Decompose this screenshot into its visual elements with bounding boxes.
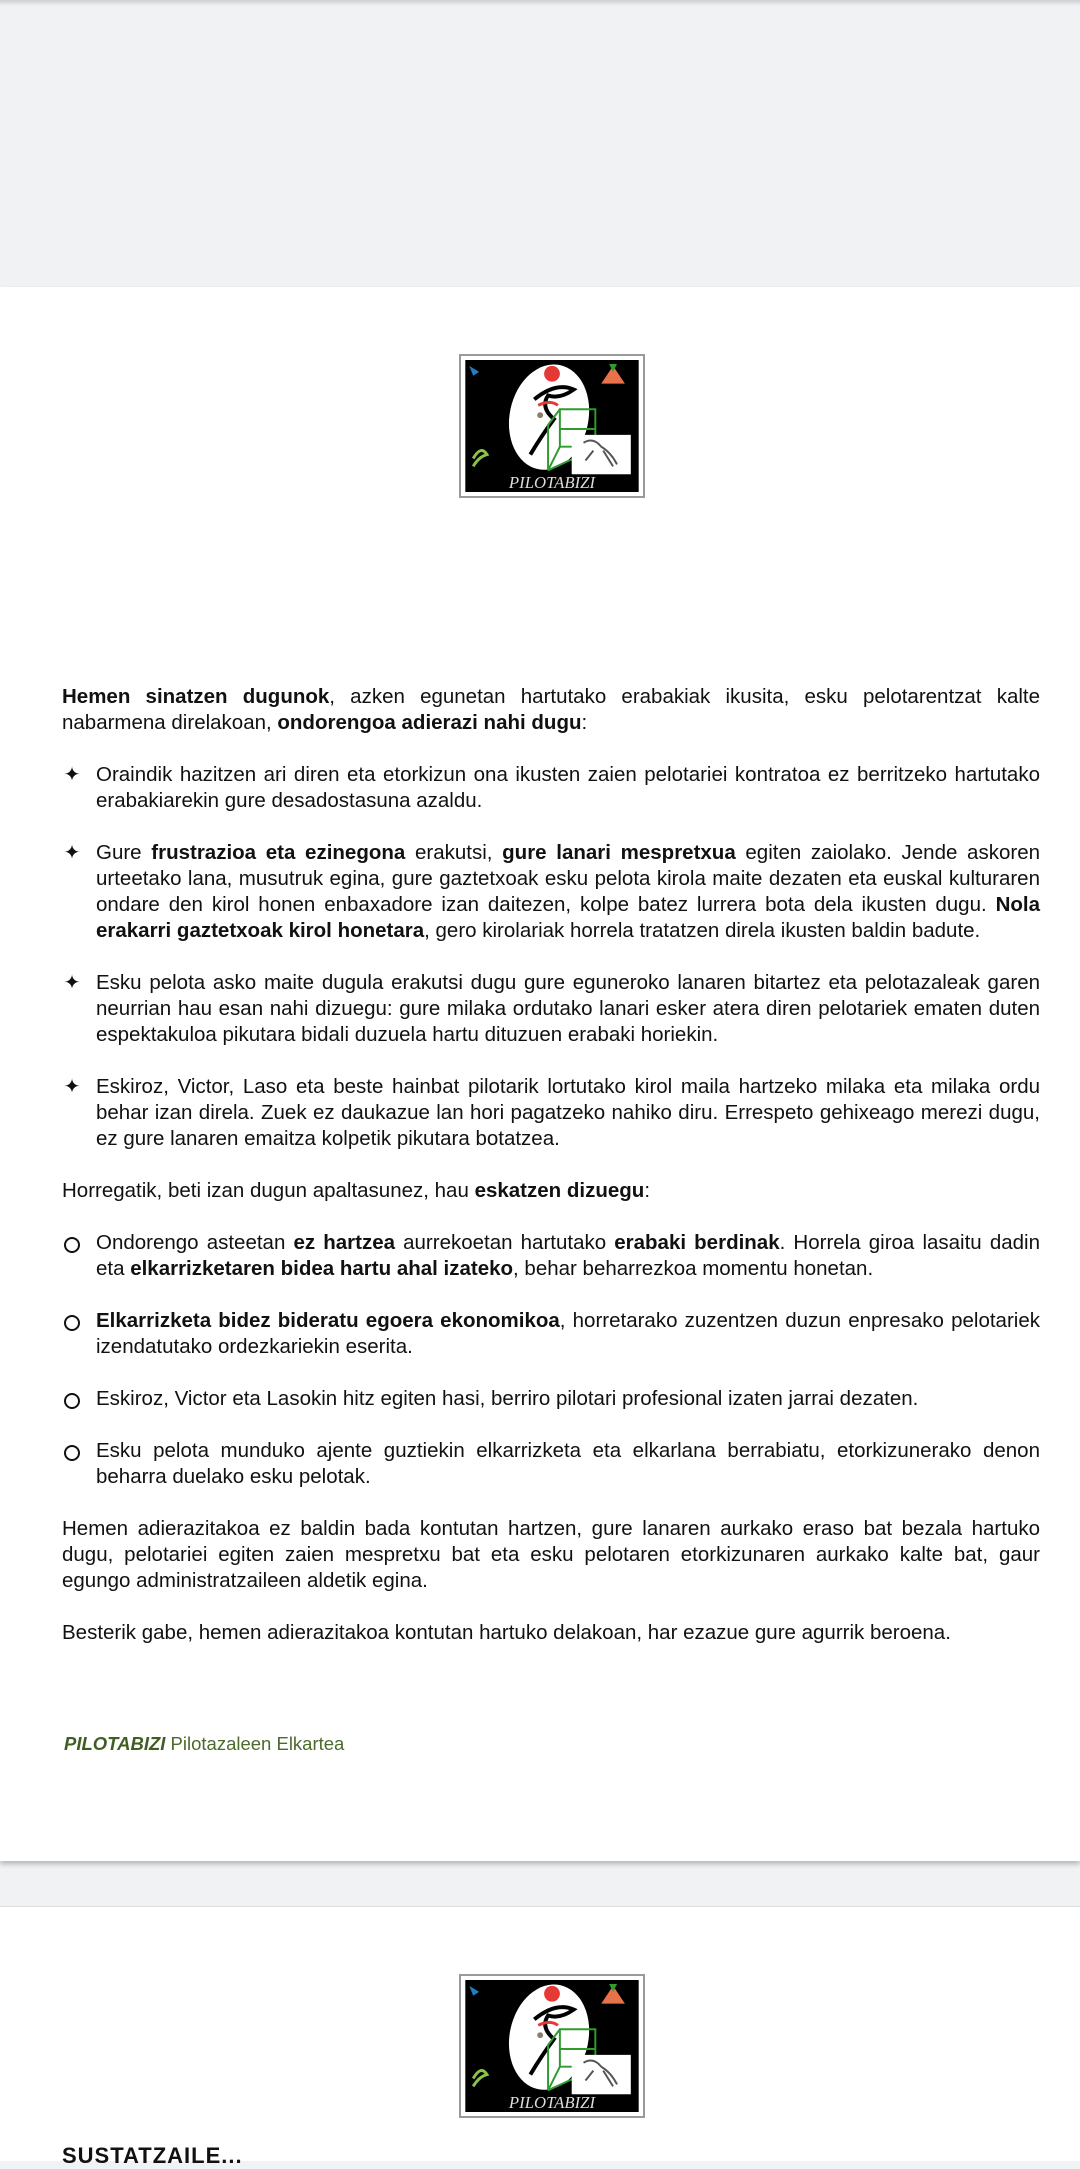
body-text: egiten zaiolako. Jende askoren urteetako lana, musutruk egina, gure gaztetxoak esku pelota kirola maite dezaten eta euskal kulturaren ondare den kirol honen enbaxadore izan daitezen, kolpe batez lurrera bota dela ikusten dugu. [96,841,1040,916]
statement-point [62,762,1040,814]
requests-list [62,1230,1040,1490]
page-2-heading: SUSTATZAILE... [62,2143,243,2168]
body-text: Eskiroz, Victor, Laso eta beste hainbat pilotarik lortutako kirol maila hartzeko milaka eta milaka ordu behar izan direla. Zuek ez daukazue lan hori pagatzeko nahiko diru. Errespeto gehixeago merezi dugu, ez gure lanaren emaitza kolpetik pikutara botatzea. [96,1075,1040,1150]
emphasis-text: gure lanari mespretxua [502,841,736,864]
pilotabizi-logo-page-2 [459,1974,645,2118]
emphasis-text: elkarrizketaren bidea hartu ahal izateko [130,1257,514,1280]
request-intro-paragraph [62,1178,1040,1204]
signature-org: Pilotazaleen Elkartea [165,1733,345,1754]
emphasis-text: frustrazioa eta ezinegona [151,841,406,864]
body-text: Eskiroz, Victor eta Lasokin hitz egiten hasi, berriro pilotari profesional izaten jarrai dezaten. [96,1387,919,1410]
statement-point-text [96,1074,1040,1152]
request-intro-bold: eskatzen dizuegu [474,1179,645,1202]
statement-points-list [62,762,1040,1152]
body-text: . Horrela giroa lasaitu dadin eta [96,1231,1040,1280]
emphasis-text: erabaki berdinak [614,1231,780,1254]
request-item [62,1386,1040,1412]
body-text: Esku pelota asko maite dugula erakutsi dugu gure eguneroko lanaren bitartez eta pelotazaleak garen neurrian hau esan nahi dizuegu: gure milaka ordutako lanari esker atera diren pelotariek ematen duten espektakuloa pikutara bidali duzuela hartu dituzuen erabaki horiekin. [96,971,1040,1046]
signature-brand: PILOTABIZI [64,1733,166,1754]
request-item-text [96,1230,1040,1282]
four-point-star-bullet-icon: ✦ [63,842,81,864]
logo-wordmark: PILOTABIZI [508,473,596,492]
closing-paragraph-1: Hemen adierazitakoa ez baldin bada kontutan hartzen, gure lanaren aurkako eraso bat bezala hartuko dugu, pelotariei egiten zaien mespretxu bat eta esku pelotaren etorkizunaren aurkako kalte bat, gaur egungo administratzaileen aldetik egina. [62,1517,1040,1592]
four-point-star-bullet-icon: ✦ [63,972,81,994]
request-item [62,1308,1040,1360]
request-item [62,1438,1040,1490]
signature [64,1733,344,1755]
document-page-1 [0,287,1080,1861]
emphasis-text: ez hartzea [293,1231,396,1254]
intro-text-2: : [581,711,588,734]
body-text: Oraindik hazitzen ari diren eta etorkizun ona ikusten zaien pelotariei kontratoa ez berritzeko hartutako erabakiarekin gure desadostasuna azaldu. [96,763,1040,812]
body-text: Gure [96,841,152,864]
pilotabizi-logo-image [465,1980,639,2112]
statement-point [62,970,1040,1048]
viewer-top-shadow [0,0,1080,6]
request-item-text [96,1438,1040,1490]
request-item-text [96,1308,1040,1360]
statement-point [62,1074,1040,1152]
body-text: , behar beharrezkoa momentu honetan. [513,1257,874,1280]
request-intro-text-2: : [644,1179,651,1202]
intro-paragraph [62,684,1040,736]
request-intro-text-1: Horregatik, beti izan dugun apaltasunez, hau [62,1179,475,1202]
statement-point-text [96,762,1040,814]
intro-bold-2: ondorengoa adierazi nahi dugu [277,711,582,734]
logo-wordmark: PILOTABIZI [508,2093,596,2112]
body-text: , gero kirolariak horrela tratatzen direla ikusten baldin badute. [424,919,981,942]
emphasis-text: Nola erakarri gaztetxoak kirol honetara [96,893,1040,942]
intro-bold-1: Hemen sinatzen dugunok [62,685,330,708]
statement-point [62,840,1040,944]
body-text: Esku pelota munduko ajente guztiekin elkarrizketa eta elkarlana berrabiatu, etorkizunerako denon beharra duelako esku pelotak. [96,1439,1040,1488]
circle-bullet-icon [64,1237,80,1253]
body-text: erakutsi, [405,841,503,864]
intro-text-1: , azken egunetan hartutako erabakiak ikusita, esku pelotarentzat kalte nabarmena direlakoan, [62,685,1040,734]
emphasis-text: Elkarrizketa bidez bideratu egoera ekonomikoa [96,1309,560,1332]
body-text: aurrekoetan hartutako [395,1231,615,1254]
letter-body [62,684,1040,1672]
pilotabizi-logo [459,354,645,498]
pilotabizi-logo-image [465,360,639,492]
closing-paragraph-2: Besterik gabe, hemen adierazitakoa kontutan hartuko delakoan, har ezazue gure agurrik beroena. [62,1621,951,1644]
four-point-star-bullet-icon: ✦ [63,764,81,786]
body-text: , horretarako zuzentzen duzun enpresako pelotariek izendatutako ordezkariekin eserita. [96,1309,1040,1358]
body-text: Ondorengo asteetan [96,1231,294,1254]
statement-point-text [96,840,1040,944]
circle-bullet-icon [64,1445,80,1461]
four-point-star-bullet-icon: ✦ [63,1076,81,1098]
document-page-2 [0,1906,1080,2168]
circle-bullet-icon [64,1393,80,1409]
request-item [62,1230,1040,1282]
statement-point-text [96,970,1040,1048]
request-item-text [96,1386,1040,1412]
circle-bullet-icon [64,1315,80,1331]
